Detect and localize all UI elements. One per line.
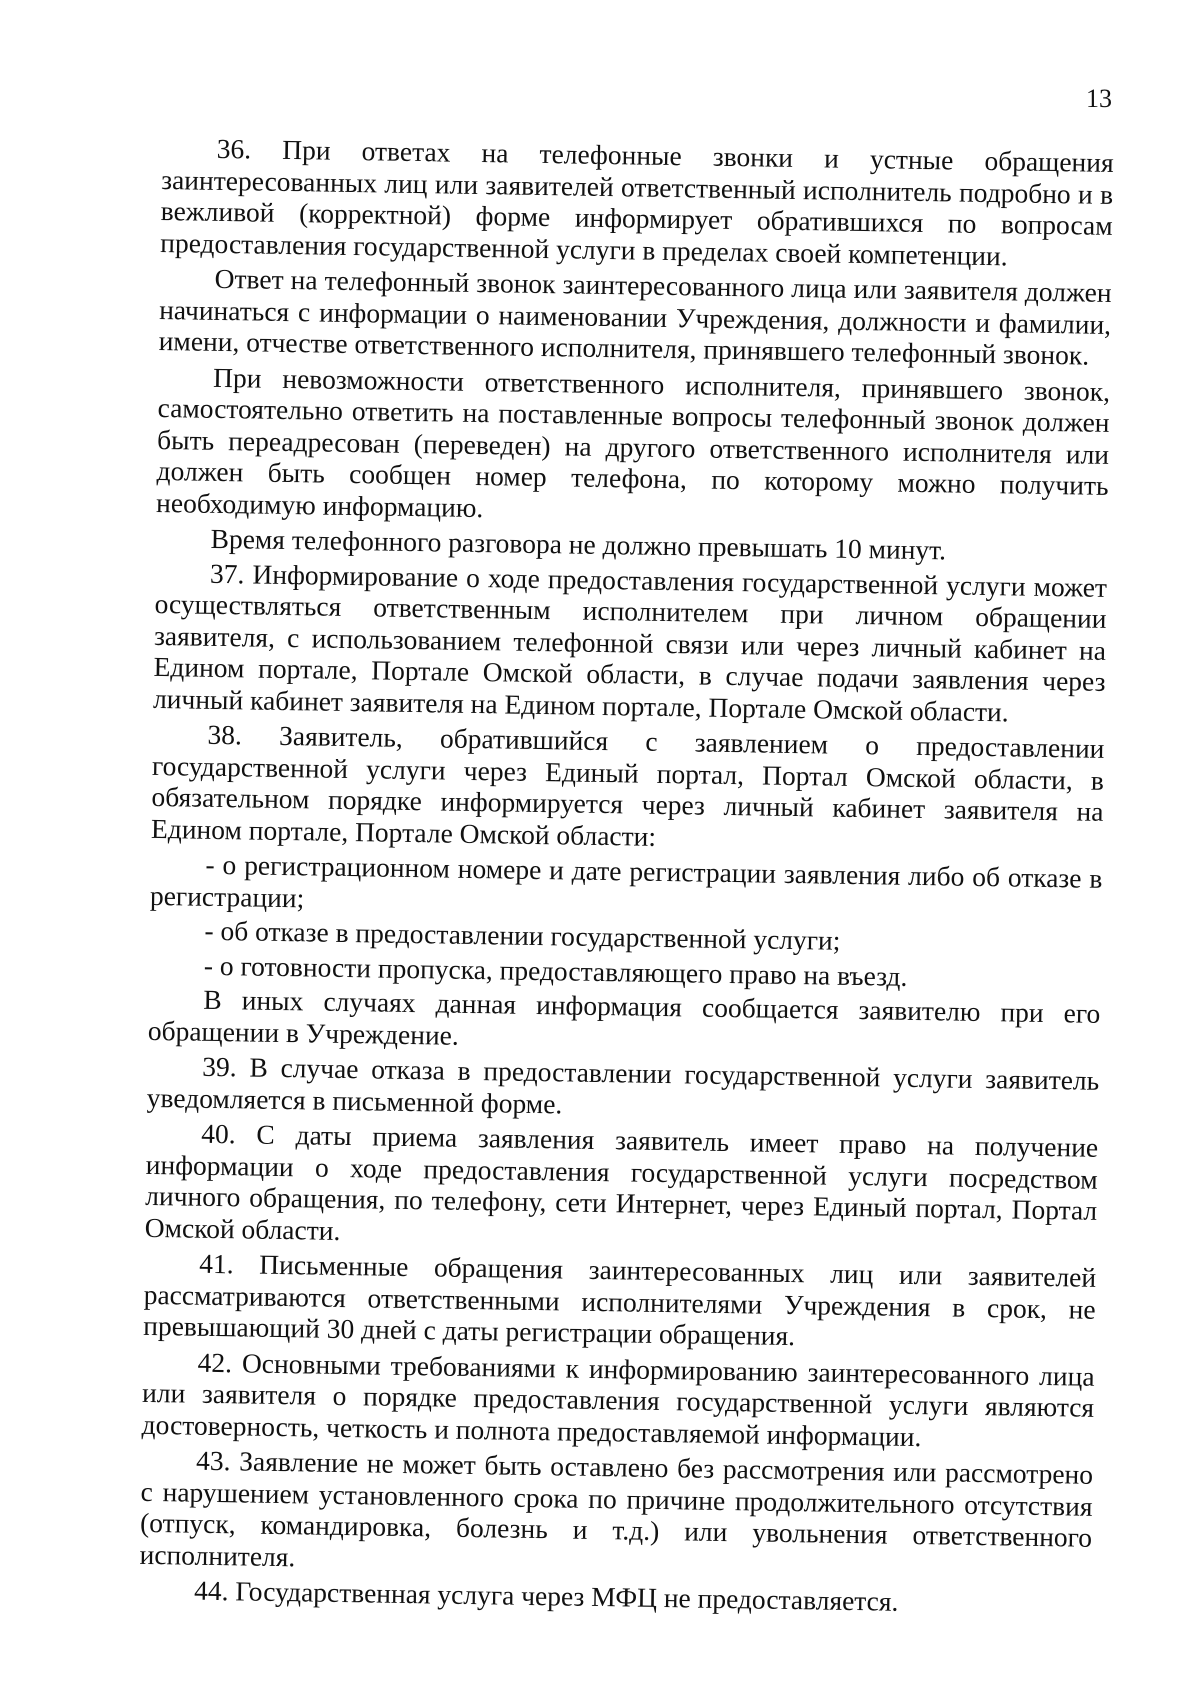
paragraph-44: 44. Государственная услуга через МФЦ не предоставляется.	[193, 1574, 899, 1617]
page-number: 13	[1086, 84, 1112, 113]
paragraph-40: 40. С даты приема заявления заявитель имеет право на получение информации о ходе предоставления государственной услуги посредством личного обращения, по телефону, сети Интернет, через Единый портал, Портал Омской области.	[144, 1117, 1099, 1246]
list-item-refusal: - об отказе в предоставлении государственной услуги;	[204, 914, 841, 956]
list-item-pass-ready: - о готовности пропуска, предоставляющего право на въезд.	[203, 949, 908, 992]
paragraph-41: 41. Письменные обращения заинтересованных лиц или заявителей рассматриваются ответственными исполнителями Учреждения в срок, не превышающий 30 дней с даты регистрации обращения.	[143, 1247, 1097, 1352]
paragraph-42: 42. Основными требованиями к информированию заинтересованного лица или заявителя о порядке предоставления государственной услуги являются достоверность, четкость и полнота предоставляемой информации.	[141, 1346, 1095, 1452]
paragraph-38-other-cases: В иных случаях данная информация сообщается заявителю при его обращении в Учреждение.	[147, 983, 1101, 1051]
paragraph-36-time-limit: Время телефонного разговора не должно превышать 10 минут.	[210, 522, 947, 566]
document-body	[139, 132, 1114, 1624]
paragraph-36-answer: Ответ на телефонный звонок заинтересованного лица или заявителя должен начинаться с информации о наименовании Учреждения, должности и фамилии, имени, отчестве ответственного исполнителя, принявшего телефонный звонок.	[158, 262, 1112, 371]
list-item-registration: - о регистрационном номере и дате регистрации заявления либо об отказе в регистрации;	[149, 848, 1103, 913]
paragraph-37: 37. Информирование о ходе предоставления государственной услуги может осуществляться ответственным исполнителем при личном обращении заявителя, с использованием телефонной связи или через личный кабинет на Едином портале, Портале Омской области, в случае подачи заявления через личный кабинет заявителя на Едином портале, Портале Омской области.	[152, 557, 1108, 727]
paragraph-36: 36. При ответах на телефонные звонки и устные обращения заинтересованных лиц или заявителей ответственный исполнитель подробно и в вежливой (корректной) форме информирует обратившихся по вопросам предоставления государственной услуги в пределах своей компетенции.	[160, 132, 1114, 271]
paragraph-36-redirect: При невозможности ответственного исполнителя, принявшего звонок, самостоятельно ответить на поставленные вопросы телефонный звонок должен быть переадресован (переведен) на другого ответственного исполнителя или должен быть сообщен номер телефона, по которому можно получить необходимую информацию.	[155, 361, 1111, 523]
paragraph-43: 43. Заявление не может быть оставлено без рассмотрения или рассмотрено с нарушением установленного срока по причине продолжительного отсутствия (отпуск, командировка, болезнь и т.д.) или увольнения ответственного исполнителя.	[139, 1444, 1094, 1572]
paragraph-39: 39. В случае отказа в предоставлении государственной услуги заявитель уведомляется в письменной форме.	[146, 1050, 1100, 1119]
paragraph-38: 38. Заявитель, обратившийся с заявлением о предоставлении государственной услуги через Единый портал, Портал Омской области, в обязательном порядке информируется через личный кабинет заявителя на Едином портале, Портале Омской области:	[150, 718, 1105, 852]
